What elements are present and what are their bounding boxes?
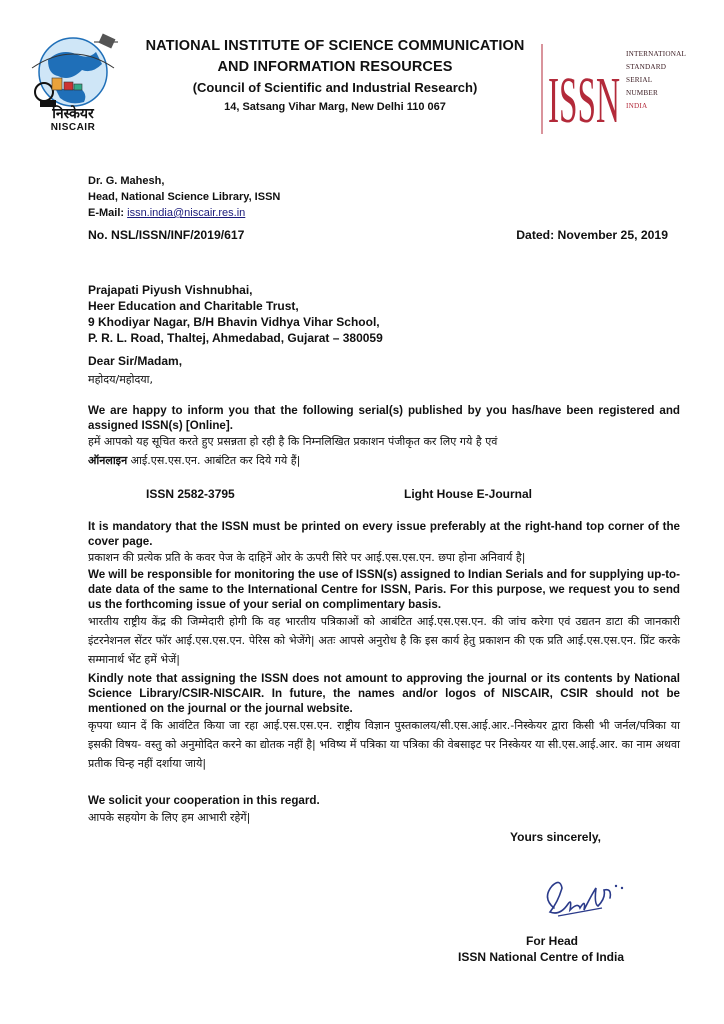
- issn-caption-line5: INDIA: [626, 102, 648, 110]
- signature: [540, 868, 630, 928]
- issn-mark-icon: [540, 44, 622, 134]
- paragraph-1-en: We are happy to inform you that the following serial(s) published by you has/have been registered and assigned ISSN(s) [Online].: [88, 404, 680, 432]
- recipient-line1: Prajapati Piyush Vishnubhai,: [88, 283, 253, 297]
- signature-icon: [540, 868, 630, 928]
- paragraph-1-hi-rest: आई.एस.एस.एन. आबंटित कर दिये गये हैं|: [127, 454, 301, 467]
- paragraph-1-hi: [88, 432, 680, 470]
- issn-india-logo: [540, 44, 690, 134]
- paragraph-4-en: Kindly note that assigning the ISSN does not amount to approving the journal or its contents by National Science Library/CSIR-NISCAIR. In future, the names and/or logos of NISCAIR, CSIR should not be mentioned on the journal or the journal website.: [88, 672, 680, 715]
- org-name-line1: NATIONAL INSTITUTE OF SCIENCE COMMUNICATION: [145, 38, 525, 54]
- email-link[interactable]: issn.india@niscair.res.in: [127, 207, 246, 219]
- salutation: [88, 352, 182, 389]
- reference-line: [88, 228, 668, 242]
- paragraph-4-hi: कृपया ध्यान दें कि आवंटित किया जा रहा आई.एस.एस.एन. राष्ट्रीय विज्ञान पुस्तकालय/सी.एस.आई.आर.-निस्केयर द्वारा किसी भी जर्नल/पत्रिका या इसकी विषय- वस्तु को अनुमोदित करने का द्योतक नहीं है| भविष्य में पत्रिका या पत्रिका की वेबसाइट पर निस्केयर या सी.एस.आई.आर. का नाम अथवा प्रतीक चिन्ह नहीं दर्शाया जाये|: [88, 719, 680, 770]
- org-name-line2: AND INFORMATION RESOURCES: [217, 59, 453, 75]
- issn-caption-line2: STANDARD: [626, 63, 667, 71]
- org-address: 14, Satsang Vihar Marg, New Delhi 110 067: [224, 101, 446, 113]
- reference-number: No. NSL/ISSN/INF/2019/617: [88, 228, 245, 242]
- recipient-line4: P. R. L. Road, Thaltej, Ahmedabad, Gujarat – 380059: [88, 331, 383, 345]
- paragraph-1-hi-line2: [88, 451, 680, 470]
- recipient-line2: Heer Education and Charitable Trust,: [88, 299, 299, 313]
- salutation-hi: महोदय/महोदया,: [88, 373, 154, 386]
- serial-title: Light House E-Journal: [404, 487, 533, 501]
- issn-caption-line1: INTERNATIONAL: [626, 50, 687, 58]
- online-word: ऑनलाइन: [88, 454, 128, 467]
- serial-issn: ISSN 2582-3795: [146, 487, 235, 501]
- salutation-en: Dear Sir/Madam,: [88, 354, 183, 368]
- niscair-logo: [18, 30, 128, 134]
- council-name: (Council of Scientific and Industrial Research): [192, 80, 478, 95]
- paragraph-1-hi-line1: हमें आपको यह सूचित करते हुए प्रसन्नता हो रही है कि निम्नलिखित प्रकाशन पंजीकृत कर लिए गये है एवं: [88, 435, 498, 448]
- recipient-line3: 9 Khodiyar Nagar, B/H Bhavin Vidhya Vihar School,: [88, 315, 380, 329]
- letterhead: [140, 36, 530, 116]
- paragraph-5-hi: आपके सहयोग के लिए हम आभारी रहेगें|: [88, 811, 251, 824]
- recipient-address: [88, 282, 383, 346]
- logo-label: NISCAIR: [50, 122, 96, 133]
- sender-email-line: [88, 205, 280, 221]
- sender-block: [88, 173, 280, 221]
- paragraph-3-hi: भारतीय राष्ट्रीय केंद्र की जिम्मेदारी होगी कि वह भारतीय पत्रिकाओं को आबंटित आई.एस.एस.एन. की जांच करेगा एवं उद्यतन डाटा की जानकारी इंटरनेशनल सेंटर फॉर आई.एस.एस.एन. पेरिस को भेजेंगे| अतः आपसे अनुरोध है कि इस कार्य हेतु प्रकाशन की एक प्रति आई.एस.एस.एन. प्रिंट करके सम्मानार्थ भेंट हमें भेजें|: [88, 615, 680, 666]
- sender-role: Head, National Science Library, ISSN: [88, 191, 281, 203]
- yours-sincerely: Yours sincerely,: [510, 830, 601, 844]
- sender-name: Dr. G. Mahesh,: [88, 175, 165, 187]
- issn-caption-line4: NUMBER: [626, 89, 658, 97]
- letter-date: Dated: November 25, 2019: [516, 228, 668, 242]
- issn-caption-line3: SERIAL: [626, 76, 653, 84]
- paragraph-2-en: It is mandatory that the ISSN must be printed on every issue preferably at the right-hand top corner of the cover page.: [88, 520, 680, 548]
- for-head: For Head: [526, 934, 579, 948]
- paragraph-5-en: We solicit your cooperation in this regard.: [88, 794, 320, 807]
- email-label: E-Mail:: [88, 207, 128, 219]
- paragraph-3-en: We will be responsible for monitoring the use of ISSN(s) assigned to Indian Serials and for supplying up-to-date data of the same to the International Centre for ISSN, Paris. For this purpose, we request you to send us the forthcoming issue of your serial on complimentary basis.: [88, 568, 680, 611]
- paragraph-2-hi: प्रकाशन की प्रत्येक प्रति के कवर पेज के दाहिनें ओर के ऊपरी सिरे पर आई.एस.एस.एन. छपा होना अनिवार्य है|: [88, 551, 526, 564]
- issn-centre-name: ISSN National Centre of India: [458, 950, 625, 964]
- issn-mark-text: ISSN: [548, 64, 620, 134]
- logo-hindi-label: निस्केयर: [52, 106, 94, 122]
- issn-logo-caption: [626, 48, 686, 113]
